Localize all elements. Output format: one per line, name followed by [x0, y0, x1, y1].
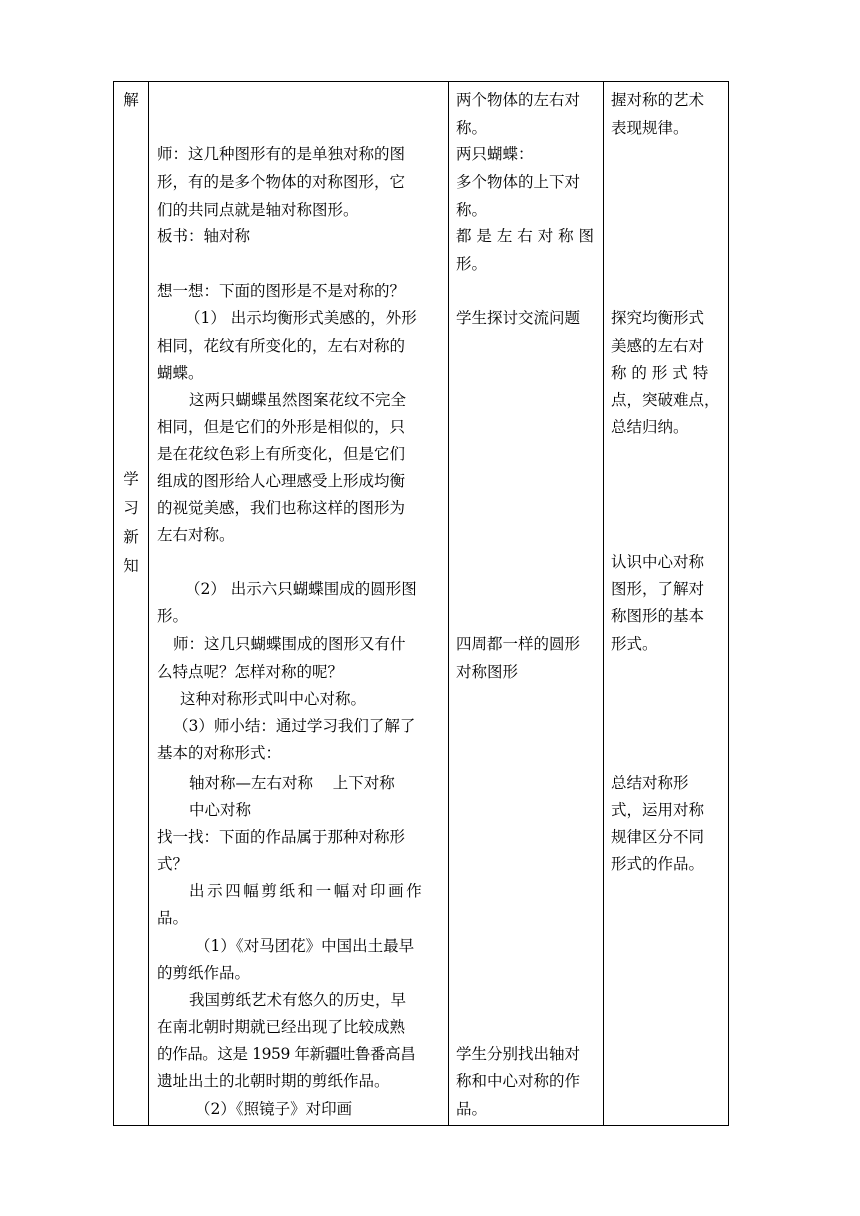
text-line: （1） 出示均衡形式美感的，外形 — [185, 309, 417, 327]
text-line: 组成的图形给人心理感受上形成均衡 — [157, 472, 406, 490]
text-line: 两个物体的左右对 — [456, 91, 581, 109]
text-line: 都 是 左 右 对 称 图 — [456, 227, 595, 245]
text-line: 蝴蝶。 — [157, 364, 204, 382]
text-line: 规律区分不同 — [611, 828, 705, 846]
text-line: 美感的左右对 — [611, 337, 705, 355]
text-line: 在南北朝时期就已经出现了比较成熟 — [157, 1018, 406, 1036]
text-line: 品。 — [157, 909, 189, 927]
text-line: （2） 出示六只蝴蝶围成的圆形图 — [185, 580, 417, 598]
text-line: （1）《对马团花》中国出土最早 — [195, 937, 415, 955]
text-line: 遗址出土的北朝时期的剪纸作品。 — [157, 1072, 390, 1090]
text-line: 们的共同点就是轴对称图形。 — [157, 201, 359, 219]
text-line: 的视觉美感，我们也称这样的图形为 — [157, 499, 406, 517]
text-line: 图形，了解对 — [611, 580, 705, 598]
text-line: 学生分别找出轴对 — [456, 1045, 581, 1063]
text-line: 品。 — [456, 1100, 488, 1118]
text-line: 想一想：下面的图形是不是对称的？ — [157, 282, 406, 300]
text-line: （2）《照镜子》对印画 — [195, 1100, 353, 1118]
text-line: 表现规律。 — [611, 119, 689, 137]
section-label-char: 新 — [123, 528, 139, 546]
text-line: 的作品。这是 1959 年新疆吐鲁番高昌 — [157, 1045, 416, 1063]
text-line: 称。 — [456, 201, 488, 219]
text-line: 形式的作品。 — [611, 855, 705, 873]
text-line: 式，运用对称 — [611, 801, 705, 819]
text-line: 形。 — [456, 255, 488, 273]
section-label-char: 学 — [123, 470, 139, 488]
text-line: 总结对称形 — [611, 774, 689, 792]
text-line: 点，突破难点， — [611, 391, 720, 409]
teacher-activity-column — [149, 82, 448, 1125]
text-line: 这种对称形式叫中心对称。 — [180, 690, 367, 708]
section-label-char: 知 — [123, 557, 139, 575]
text-line: 称。 — [456, 119, 488, 137]
text-line: 学生探讨交流问题 — [456, 309, 581, 327]
design-intent-column — [604, 82, 730, 1125]
text-line: 师：这几种图形有的是单独对称的图 — [157, 145, 406, 163]
text-line: 师：这几只蝴蝶围成的图形又有什 — [173, 635, 406, 653]
text-line: （3）师小结：通过学习我们了解了 — [173, 717, 416, 735]
text-line: 出示四幅剪纸和一幅对印画作 — [189, 882, 425, 900]
text-line: 形。 — [157, 607, 189, 625]
text-line: 的剪纸作品。 — [157, 964, 251, 982]
text-line: 探究均衡形式 — [611, 309, 705, 327]
text-line: 称图形的基本 — [611, 607, 705, 625]
text-line: 形式。 — [611, 635, 658, 653]
text-line: 左右对称。 — [157, 526, 235, 544]
text-line: 基本的对称形式： — [157, 744, 282, 762]
text-line: 相同，但是它们的外形是相似的，只 — [157, 418, 406, 436]
text-line: 四周都一样的圆形 — [456, 635, 581, 653]
text-line: 找一找：下面的作品属于那种对称形 — [157, 828, 406, 846]
lesson-plan-table — [113, 81, 729, 1126]
text-line: 式？ — [157, 855, 189, 873]
text-line: 多个物体的上下对 — [456, 173, 581, 191]
text-line: 我国剪纸艺术有悠久的历史，早 — [189, 991, 407, 1009]
text-line: 称和中心对称的作 — [456, 1072, 581, 1090]
section-label-char: 习 — [123, 499, 139, 517]
text-line: 握对称的艺术 — [611, 91, 705, 109]
text-line: 这两只蝴蝶虽然图案花纹不完全 — [189, 391, 407, 409]
section-label-column — [114, 82, 148, 1125]
text-line: 认识中心对称 — [611, 553, 705, 571]
text-line: 板书：轴对称 — [157, 227, 251, 245]
text-line: 中心对称 — [189, 801, 252, 819]
text-line: 总结归纳。 — [611, 418, 689, 436]
text-line: 对称图形 — [456, 663, 519, 681]
text-line: 么特点呢？怎样对称的呢？ — [157, 663, 344, 681]
text-line: 形，有的是多个物体的对称图形，它 — [157, 173, 406, 191]
text-line: 相同，花纹有所变化的，左右对称的 — [157, 337, 406, 355]
section-label-top: 解 — [123, 91, 139, 109]
text-line: 称 的 形 式 特 — [611, 364, 709, 382]
text-line: 两只蝴蝶： — [456, 145, 534, 163]
text-line: 轴对称—左右对称 上下对称 — [189, 774, 395, 792]
text-line: 是在花纹色彩上有所变化，但是它们 — [157, 445, 406, 463]
student-activity-column — [449, 82, 603, 1125]
